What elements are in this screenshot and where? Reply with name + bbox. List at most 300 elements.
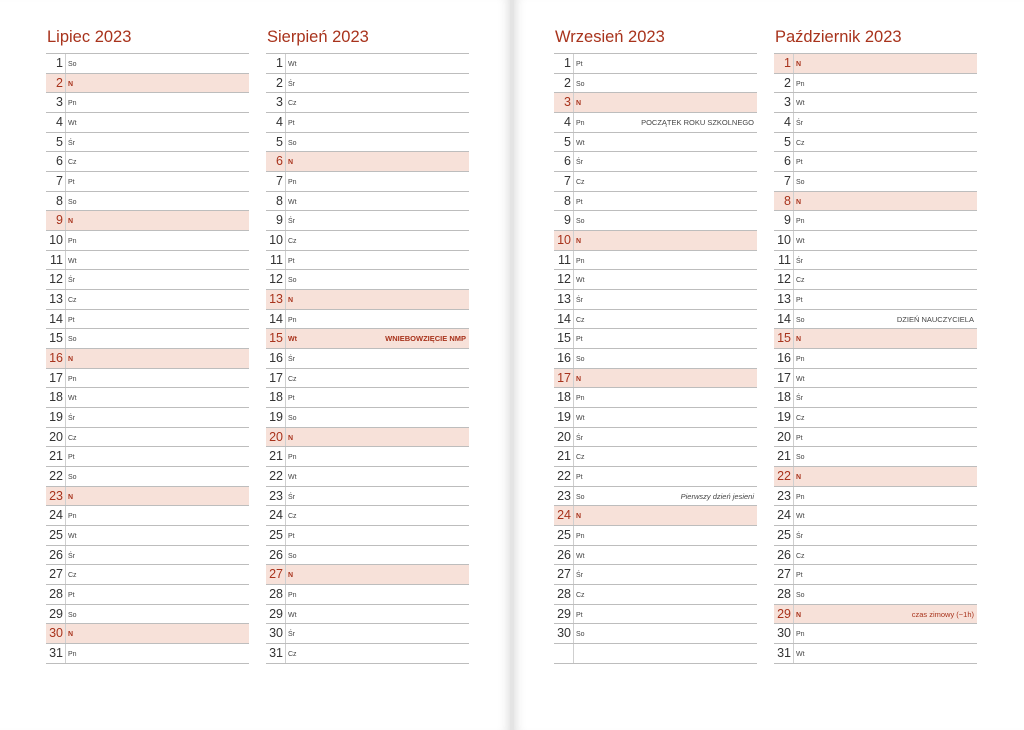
column-divider [793, 231, 794, 250]
column-divider [573, 487, 574, 506]
day-row [554, 408, 757, 428]
day-row [46, 74, 249, 94]
day-number: 11 [50, 252, 63, 267]
day-number: 26 [269, 547, 283, 562]
day-row [46, 447, 249, 467]
day-row [554, 467, 757, 487]
day-number: 27 [269, 567, 283, 582]
day-number: 6 [276, 154, 283, 169]
weekday-abbr: N [576, 238, 582, 246]
day-row [774, 211, 977, 231]
column-divider [285, 388, 286, 407]
column-divider [65, 644, 66, 663]
weekday-abbr: Wt [576, 415, 585, 423]
day-row [554, 565, 757, 585]
day-number: 13 [557, 292, 571, 307]
day-row [266, 546, 469, 566]
weekday-abbr: Wt [288, 198, 297, 206]
column-divider [793, 447, 794, 466]
day-number: 24 [49, 508, 63, 523]
day-number: 9 [276, 213, 283, 228]
weekday-abbr: Cz [68, 572, 77, 580]
weekday-abbr: Pn [576, 533, 585, 541]
day-number: 24 [777, 508, 791, 523]
column-divider [573, 624, 574, 643]
weekday-abbr: Pt [68, 592, 75, 600]
column-divider [65, 388, 66, 407]
day-row [554, 526, 757, 546]
day-number: 25 [269, 528, 283, 543]
day-row [266, 74, 469, 94]
day-row [46, 408, 249, 428]
weekday-abbr: Pt [288, 533, 295, 541]
column-divider [285, 251, 286, 270]
day-number: 24 [557, 508, 571, 523]
column-divider [573, 428, 574, 447]
day-row [554, 585, 757, 605]
weekday-abbr: Cz [576, 316, 585, 324]
column-divider [793, 310, 794, 329]
day-row [266, 172, 469, 192]
column-divider [793, 369, 794, 388]
weekday-abbr: Wt [288, 474, 297, 482]
day-number: 4 [276, 115, 283, 130]
weekday-abbr: So [68, 474, 77, 482]
day-note: DZIEŃ NAUCZYCIELA [896, 314, 974, 324]
day-row [554, 369, 757, 389]
column-divider [793, 74, 794, 93]
day-number: 18 [49, 390, 63, 405]
day-number: 12 [777, 272, 791, 287]
day-number: 14 [269, 311, 283, 326]
column-divider [65, 467, 66, 486]
weekday-abbr: Cz [68, 434, 77, 442]
column-divider [65, 211, 66, 230]
weekday-abbr: Wt [796, 513, 805, 521]
weekday-abbr: So [288, 552, 297, 560]
column-divider [573, 192, 574, 211]
day-row [266, 310, 469, 330]
column-divider [65, 428, 66, 447]
column-divider [65, 447, 66, 466]
column-divider [793, 605, 794, 624]
weekday-abbr: So [68, 611, 77, 619]
day-row [266, 133, 469, 153]
day-row [774, 113, 977, 133]
day-number: 6 [564, 154, 571, 169]
month-title: Lipiec 2023 [47, 28, 132, 46]
day-row [774, 93, 977, 113]
day-number: 7 [276, 174, 283, 189]
day-row [774, 133, 977, 153]
day-number: 20 [269, 429, 283, 444]
day-number: 28 [777, 587, 791, 602]
day-row [46, 251, 249, 271]
day-row [46, 546, 249, 566]
weekday-abbr: Cz [576, 592, 585, 600]
column-divider [65, 93, 66, 112]
day-number: 22 [49, 469, 63, 484]
column-divider [793, 172, 794, 191]
column-divider [65, 624, 66, 643]
column-divider [285, 487, 286, 506]
day-number: 29 [557, 606, 571, 621]
month-title: Wrzesień 2023 [555, 28, 665, 46]
day-number: 20 [557, 429, 571, 444]
weekday-abbr: So [68, 198, 77, 206]
weekday-abbr: Śr [288, 631, 295, 639]
day-note: czas zimowy (−1h) [911, 609, 974, 619]
column-divider [65, 133, 66, 152]
column-divider [793, 565, 794, 584]
column-divider [793, 113, 794, 132]
day-row [554, 251, 757, 271]
day-number: 29 [269, 606, 283, 621]
day-row [266, 192, 469, 212]
day-row [46, 369, 249, 389]
day-number: 31 [777, 646, 791, 661]
day-number: 10 [269, 233, 283, 248]
column-divider [793, 211, 794, 230]
day-number: 2 [564, 75, 571, 90]
day-row [46, 290, 249, 310]
day-row [554, 74, 757, 94]
day-row [554, 113, 757, 133]
weekday-abbr: Pn [68, 651, 77, 659]
column-divider [793, 93, 794, 112]
day-row [266, 211, 469, 231]
column-divider [573, 506, 574, 525]
column-divider [573, 605, 574, 624]
day-row [46, 270, 249, 290]
day-number: 5 [276, 134, 283, 149]
column-divider [573, 113, 574, 132]
weekday-abbr: Śr [576, 159, 583, 167]
weekday-abbr: So [796, 592, 805, 600]
day-number: 30 [777, 626, 791, 641]
weekday-abbr: Śr [288, 356, 295, 364]
day-row [46, 133, 249, 153]
weekday-abbr: Cz [288, 651, 297, 659]
day-number: 10 [777, 233, 791, 248]
day-row [554, 93, 757, 113]
day-number: 4 [784, 115, 791, 130]
weekday-abbr: Wt [68, 395, 77, 403]
column-divider [793, 428, 794, 447]
day-number: 22 [269, 469, 283, 484]
left-page [0, 0, 510, 730]
weekday-abbr: Śr [68, 552, 75, 560]
weekday-abbr: N [68, 218, 74, 226]
day-number: 13 [777, 292, 791, 307]
weekday-abbr: Pn [68, 513, 77, 521]
column-divider [573, 93, 574, 112]
column-divider [65, 152, 66, 171]
day-number: 28 [49, 587, 63, 602]
day-row [46, 192, 249, 212]
day-number: 25 [777, 528, 791, 543]
day-number: 2 [56, 75, 63, 90]
day-row [774, 349, 977, 369]
column-divider [573, 152, 574, 171]
weekday-abbr: N [796, 198, 802, 206]
column-divider [573, 349, 574, 368]
day-number: 13 [49, 292, 63, 307]
day-row [266, 54, 469, 74]
column-divider [285, 526, 286, 545]
day-number: 25 [557, 528, 571, 543]
column-divider [65, 113, 66, 132]
day-number: 26 [557, 547, 571, 562]
weekday-abbr: Pn [796, 493, 805, 501]
weekday-abbr: Wt [576, 277, 585, 285]
day-number: 13 [269, 292, 283, 307]
column-divider [793, 644, 794, 663]
column-divider [285, 428, 286, 447]
day-row [774, 526, 977, 546]
weekday-abbr: Wt [796, 238, 805, 246]
day-number: 18 [557, 390, 571, 405]
day-row [266, 290, 469, 310]
weekday-abbr: Pn [796, 356, 805, 364]
column-divider [793, 152, 794, 171]
column-divider [285, 565, 286, 584]
column-divider [573, 231, 574, 250]
column-divider [573, 329, 574, 348]
day-list [774, 53, 977, 664]
day-list [46, 53, 249, 664]
column-divider [573, 310, 574, 329]
day-number: 3 [56, 95, 63, 110]
weekday-abbr: Śr [288, 218, 295, 226]
day-number: 14 [49, 311, 63, 326]
day-row [46, 565, 249, 585]
column-divider [285, 113, 286, 132]
day-number: 12 [49, 272, 63, 287]
day-row [554, 487, 757, 507]
weekday-abbr: Wt [576, 552, 585, 560]
weekday-abbr: N [288, 159, 294, 167]
column-divider [65, 270, 66, 289]
column-divider [573, 467, 574, 486]
day-row [46, 329, 249, 349]
weekday-abbr: Pt [796, 434, 803, 442]
weekday-abbr: Pn [576, 395, 585, 403]
day-number: 11 [558, 252, 571, 267]
weekday-abbr: Cz [288, 100, 297, 108]
weekday-abbr: Śr [576, 297, 583, 305]
day-row [46, 585, 249, 605]
day-row [266, 526, 469, 546]
day-row [774, 585, 977, 605]
day-row [554, 447, 757, 467]
day-number: 7 [56, 174, 63, 189]
day-number: 12 [557, 272, 571, 287]
column-divider [793, 133, 794, 152]
weekday-abbr: N [576, 375, 582, 383]
column-divider [285, 644, 286, 663]
weekday-abbr: Pn [68, 100, 77, 108]
column-divider [285, 231, 286, 250]
column-divider [65, 231, 66, 250]
column-divider [793, 546, 794, 565]
column-divider [65, 192, 66, 211]
day-note: POCZĄTEK ROKU SZKOLNEGO [641, 118, 754, 128]
weekday-abbr: Pn [576, 120, 585, 128]
column-divider [285, 54, 286, 73]
weekday-abbr: Cz [796, 139, 805, 147]
weekday-abbr: So [576, 356, 585, 364]
day-number: 19 [557, 410, 571, 425]
day-row [46, 506, 249, 526]
column-divider [573, 172, 574, 191]
column-divider [573, 290, 574, 309]
column-divider [65, 329, 66, 348]
weekday-abbr: Pt [796, 297, 803, 305]
day-row [46, 605, 249, 625]
day-number: 5 [564, 134, 571, 149]
day-row [46, 113, 249, 133]
day-number: 1 [56, 56, 63, 70]
day-number: 28 [557, 587, 571, 602]
column-divider [65, 369, 66, 388]
day-row [554, 428, 757, 448]
weekday-abbr: Śr [68, 277, 75, 285]
day-row [774, 624, 977, 644]
column-divider [793, 349, 794, 368]
day-number: 26 [49, 547, 63, 562]
day-row [46, 310, 249, 330]
weekday-abbr: Pn [288, 179, 297, 187]
day-number: 17 [269, 370, 283, 385]
day-row [266, 388, 469, 408]
day-row [554, 54, 757, 74]
day-number: 15 [777, 331, 791, 346]
day-number: 5 [56, 134, 63, 149]
day-row [46, 487, 249, 507]
day-number: 9 [564, 213, 571, 228]
column-divider [65, 605, 66, 624]
day-row [774, 310, 977, 330]
column-divider [285, 93, 286, 112]
day-row [774, 74, 977, 94]
day-row [266, 251, 469, 271]
day-row [46, 526, 249, 546]
day-number: 18 [777, 390, 791, 405]
weekday-abbr: Wt [68, 533, 77, 541]
day-number: 28 [269, 587, 283, 602]
weekday-abbr: N [576, 100, 582, 108]
day-row [774, 270, 977, 290]
day-number: 31 [49, 646, 63, 661]
weekday-abbr: Śr [796, 533, 803, 541]
column-divider [793, 526, 794, 545]
column-divider [65, 349, 66, 368]
weekday-abbr: Śr [68, 139, 75, 147]
column-divider [793, 487, 794, 506]
day-number: 14 [777, 311, 791, 326]
day-row [774, 152, 977, 172]
weekday-abbr: N [796, 611, 802, 619]
day-number: 6 [784, 154, 791, 169]
column-divider [793, 624, 794, 643]
column-divider [573, 211, 574, 230]
day-number: 22 [557, 469, 571, 484]
day-number: 22 [777, 469, 791, 484]
column-divider [285, 585, 286, 604]
day-row [266, 624, 469, 644]
day-number: 1 [564, 56, 571, 70]
day-row [554, 172, 757, 192]
day-number: 1 [276, 56, 283, 70]
weekday-abbr: Pt [576, 336, 583, 344]
day-row [266, 270, 469, 290]
weekday-abbr: So [576, 493, 585, 501]
day-number: 6 [56, 154, 63, 169]
weekday-abbr: N [576, 513, 582, 521]
day-row [554, 546, 757, 566]
column-divider [285, 329, 286, 348]
day-number: 23 [557, 488, 571, 503]
weekday-abbr: Cz [288, 375, 297, 383]
weekday-abbr: Pt [68, 454, 75, 462]
column-divider [285, 270, 286, 289]
column-divider [285, 192, 286, 211]
column-divider [285, 211, 286, 230]
day-row [266, 369, 469, 389]
day-row [46, 349, 249, 369]
column-divider [65, 54, 66, 73]
column-divider [573, 270, 574, 289]
day-row [774, 487, 977, 507]
weekday-abbr: Śr [288, 493, 295, 501]
column-divider [65, 172, 66, 191]
column-divider [285, 290, 286, 309]
day-row [46, 93, 249, 113]
weekday-abbr: Pn [68, 238, 77, 246]
column-divider [285, 310, 286, 329]
weekday-abbr: So [796, 316, 805, 324]
day-row [554, 152, 757, 172]
column-divider [573, 644, 574, 663]
day-number: 24 [269, 508, 283, 523]
day-number: 21 [557, 449, 571, 464]
day-number: 8 [56, 193, 63, 208]
weekday-abbr: So [796, 454, 805, 462]
day-row [266, 487, 469, 507]
weekday-abbr: Śr [576, 572, 583, 580]
column-divider [285, 349, 286, 368]
weekday-abbr: Pn [796, 631, 805, 639]
column-divider [573, 565, 574, 584]
day-row [554, 388, 757, 408]
day-number: 25 [49, 528, 63, 543]
weekday-abbr: So [68, 61, 77, 68]
weekday-abbr: Śr [796, 257, 803, 265]
weekday-abbr: Cz [68, 297, 77, 305]
weekday-abbr: Wt [796, 651, 805, 659]
weekday-abbr: Wt [288, 611, 297, 619]
column-divider [65, 310, 66, 329]
day-number: 26 [777, 547, 791, 562]
day-number: 16 [557, 351, 571, 366]
day-row [46, 152, 249, 172]
column-divider [793, 585, 794, 604]
day-number: 20 [49, 429, 63, 444]
day-row [774, 54, 977, 74]
column-divider [573, 546, 574, 565]
weekday-abbr: N [68, 493, 74, 501]
